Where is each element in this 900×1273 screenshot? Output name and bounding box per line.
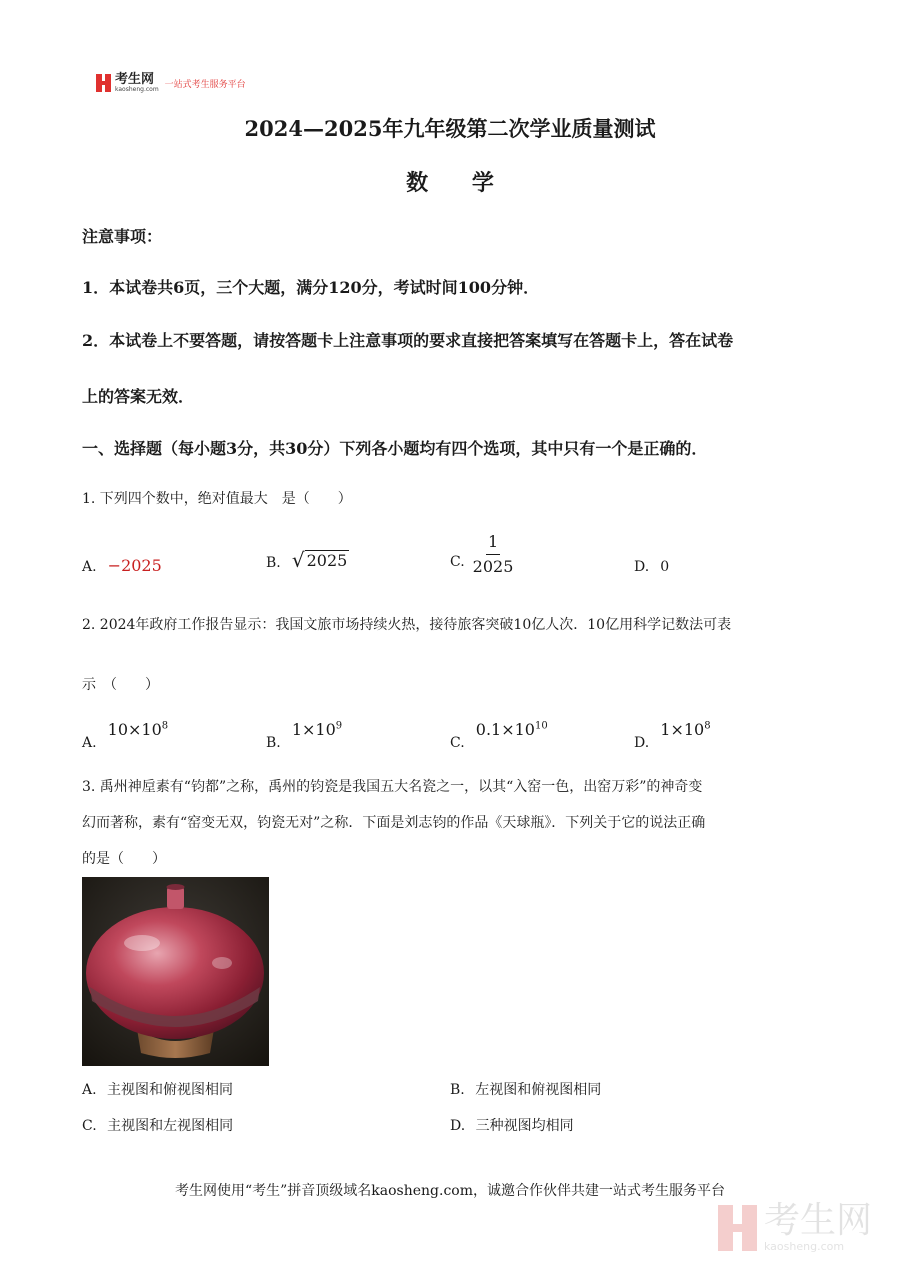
option-base: 10×10 (107, 720, 162, 739)
option-text: 三种视图均相同 (475, 1118, 574, 1134)
denominator: 2025 (472, 557, 514, 576)
question-1-option-a[interactable] (82, 556, 162, 575)
notice-heading: 注意事项： (82, 227, 163, 246)
question-2-option-b[interactable] (266, 720, 343, 751)
watermark-logo (718, 1200, 873, 1253)
question-1-option-d[interactable] (634, 556, 669, 575)
option-label: C. (450, 554, 465, 570)
numerator: 1 (486, 532, 500, 555)
option-label: D. (634, 559, 650, 575)
logo-name (115, 73, 159, 93)
option-label: C. (450, 735, 465, 751)
sqrt-expression (291, 548, 349, 573)
option-label: D. (450, 1118, 466, 1134)
vase-photo (82, 877, 269, 1066)
option-exponent: 8 (704, 720, 711, 732)
notice-item-1: 1．本试卷共6页，三个大题，满分120分，考试时间100分钟． (82, 278, 540, 297)
option-exponent: 10 (534, 720, 548, 732)
option-base: 1×10 (291, 720, 336, 739)
option-base: 0.1×10 (475, 720, 535, 739)
option-value: −2025 (107, 556, 162, 575)
site-logo[interactable] (96, 72, 246, 94)
option-label: A. (82, 1082, 97, 1098)
notice-item-2-line-1: 2．本试卷上不要答题，请按答题卡上注意事项的要求直接把答案填写在答题卡上，答在试卷 (82, 331, 734, 350)
exam-title: 2024—2025年九年级第二次学业质量测试 (244, 116, 656, 141)
option-label: B. (266, 555, 281, 572)
question-3-option-c[interactable] (82, 1115, 233, 1135)
section-heading: 一、选择题（每小题3分，共30分）下列各小题均有四个选项，其中只有一个是正确的． (82, 439, 708, 458)
option-label: A. (82, 735, 97, 751)
watermark-domain: kaosheng.com (764, 1240, 845, 1253)
question-3-stem-line-1: 3. 禹州神垕素有“钧都”之称，禹州的钧瓷是我国五大名瓷之一，以其“入窑一色，出窑万彩”的神奇变 (82, 779, 703, 795)
option-label: D. (634, 735, 650, 751)
question-1-stem: 1. 下列四个数中，绝对值最大 是（ ） (82, 491, 352, 507)
radical-icon: √ (291, 548, 305, 573)
logo-mark-icon (96, 74, 112, 92)
option-exponent: 8 (161, 720, 169, 732)
question-3-option-a[interactable] (82, 1079, 233, 1099)
question-2-stem-line-2: 示 （ ） (82, 677, 159, 693)
option-base: 1×10 (660, 720, 705, 739)
exam-subject: 数 学 (406, 170, 512, 196)
notice-item-2-line-2: 上的答案无效． (82, 387, 195, 406)
fraction (473, 532, 514, 576)
logo-domain: kaosheng.com (115, 86, 159, 93)
option-label: C. (82, 1118, 97, 1134)
question-3-option-b[interactable] (450, 1079, 601, 1099)
option-text: 主视图和左视图相同 (107, 1118, 234, 1134)
question-2-option-d[interactable] (634, 720, 711, 751)
question-1-option-b[interactable] (266, 550, 349, 571)
option-text: 左视图和俯视图相同 (475, 1082, 602, 1098)
radicand: 2025 (306, 551, 348, 570)
option-label: B. (266, 735, 281, 751)
page-footer: 考生网使用“考生”拼音顶级域名kaosheng.com，诚邀合作伙伴共建一站式考生服务平台 (174, 1183, 726, 1199)
question-3-stem-line-2: 幻而著称，素有“窑变无双，钧瓷无对”之称．下面是刘志钧的作品《天球瓶》．下列关于它的说法正确 (82, 815, 706, 831)
option-label: A. (82, 559, 97, 575)
logo-slogan: 一站式考生服务平台 (164, 79, 246, 90)
watermark-name: 考生网 (764, 1200, 873, 1241)
question-2-option-a[interactable] (82, 720, 169, 751)
question-2-stem-line-1: 2. 2024年政府工作报告显示：我国文旅市场持续火热，接待旅客突破10亿人次．10亿用科学记数法可表 (82, 617, 732, 633)
question-3-stem-line-3: 的是（ ） (82, 851, 166, 867)
option-exponent: 9 (335, 720, 343, 732)
option-text: 主视图和俯视图相同 (107, 1082, 234, 1098)
option-label: B. (450, 1082, 465, 1098)
question-1-option-c[interactable] (450, 532, 513, 576)
question-3-option-d[interactable] (450, 1115, 574, 1135)
watermark-mark-icon (718, 1205, 758, 1251)
question-2-option-c[interactable] (450, 720, 548, 751)
option-value: 0 (660, 559, 670, 575)
logo-name-cn: 考生网 (115, 72, 155, 87)
